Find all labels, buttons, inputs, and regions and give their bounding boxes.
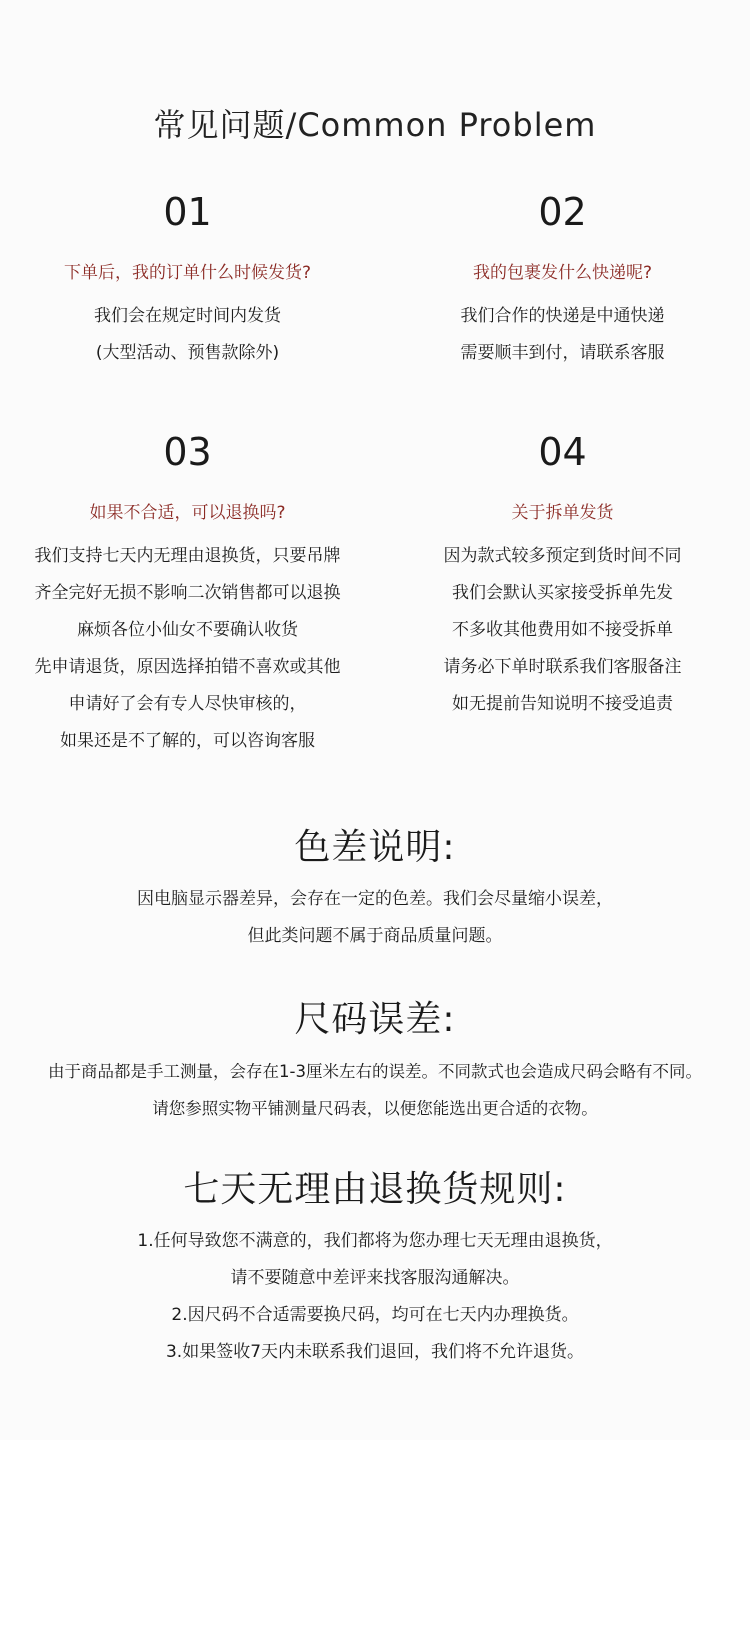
body-line: 因电脑显示器差异，会存在一定的色差。我们会尽量缩小误差， xyxy=(137,889,613,909)
section-heading: 七天无理由退换货规则: xyxy=(183,1169,567,1210)
return-rules-section xyxy=(0,1167,750,1371)
faq-number: 01 xyxy=(163,190,212,234)
body-line: 3.如果签收7天内未联系我们退回，我们将不允许退货。 xyxy=(165,1342,585,1362)
size-error-section xyxy=(0,997,750,1127)
answer-line: 我们支持七天内无理由退换货，只要吊牌 xyxy=(34,546,341,566)
answer-line: 我们合作的快递是中通快递 xyxy=(460,306,665,326)
answer-line: 我们会在规定时间内发货 xyxy=(94,306,281,326)
answer-line: 如果还是不了解的，可以咨询客服 xyxy=(60,731,315,751)
section-heading: 色差说明: xyxy=(294,827,456,868)
body-line: 请不要随意中差评来找客服沟通解决。 xyxy=(230,1268,520,1288)
answer-line: 申请好了会有专人尽快审核的， xyxy=(68,694,307,714)
section-body xyxy=(0,1223,750,1371)
answer-line: 不多收其他费用如不接受拆单 xyxy=(452,620,673,640)
page-title: 常见问题/Common Problem xyxy=(153,106,597,144)
faq-answer xyxy=(375,538,750,723)
faq-question: 关于拆单发货 xyxy=(511,503,614,523)
answer-line: 齐全完好无损不影响二次销售都可以退换 xyxy=(34,583,341,603)
faq-answer xyxy=(375,298,750,372)
answer-line: 请务必下单时联系我们客服备注 xyxy=(443,657,682,677)
faq-answer xyxy=(0,298,375,372)
faq-question: 我的包裹发什么快递呢? xyxy=(472,263,653,283)
color-difference-section xyxy=(0,825,750,955)
answer-line: 我们会默认买家接受拆单先发 xyxy=(452,583,673,603)
answer-line: 如无提前告知说明不接受追责 xyxy=(452,694,673,714)
answer-line: 因为款式较多预定到货时间不同 xyxy=(443,546,682,566)
answer-line: (大型活动、预售款除外) xyxy=(95,343,280,363)
faq-question: 如果不合适，可以退换吗? xyxy=(89,503,286,523)
section-heading: 尺码误差: xyxy=(294,999,456,1040)
bottom-blank-area xyxy=(0,1440,750,1638)
answer-line: 先申请退货，原因选择拍错不喜欢或其他 xyxy=(34,657,341,677)
answer-line: 需要顺丰到付，请联系客服 xyxy=(460,343,665,363)
body-line: 但此类问题不属于商品质量问题。 xyxy=(247,926,503,946)
section-body xyxy=(0,881,750,955)
faq-number: 03 xyxy=(163,430,212,474)
answer-line: 麻烦各位小仙女不要确认收货 xyxy=(77,620,298,640)
body-line: 2.因尺码不合适需要换尺码，均可在七天内办理换货。 xyxy=(171,1305,579,1325)
faq-item-04 xyxy=(375,428,750,723)
faq-number: 02 xyxy=(538,190,587,234)
section-body xyxy=(0,1053,750,1127)
body-line: 1.任何导致您不满意的，我们都将为您办理七天无理由退换货， xyxy=(137,1231,613,1251)
body-line: 由于商品都是手工测量，会存在1-3厘米左右的误差。不同款式也会造成尺码会略有不同。 xyxy=(48,1062,702,1081)
body-line: 请您参照实物平铺测量尺码表，以便您能选出更合适的衣物。 xyxy=(152,1099,598,1118)
faq-number: 04 xyxy=(538,430,587,474)
faq-item-03 xyxy=(0,428,375,760)
faq-question: 下单后，我的订单什么时候发货? xyxy=(63,263,312,283)
faq-answer xyxy=(0,538,375,760)
faq-item-01 xyxy=(0,188,375,372)
faq-item-02 xyxy=(375,188,750,372)
